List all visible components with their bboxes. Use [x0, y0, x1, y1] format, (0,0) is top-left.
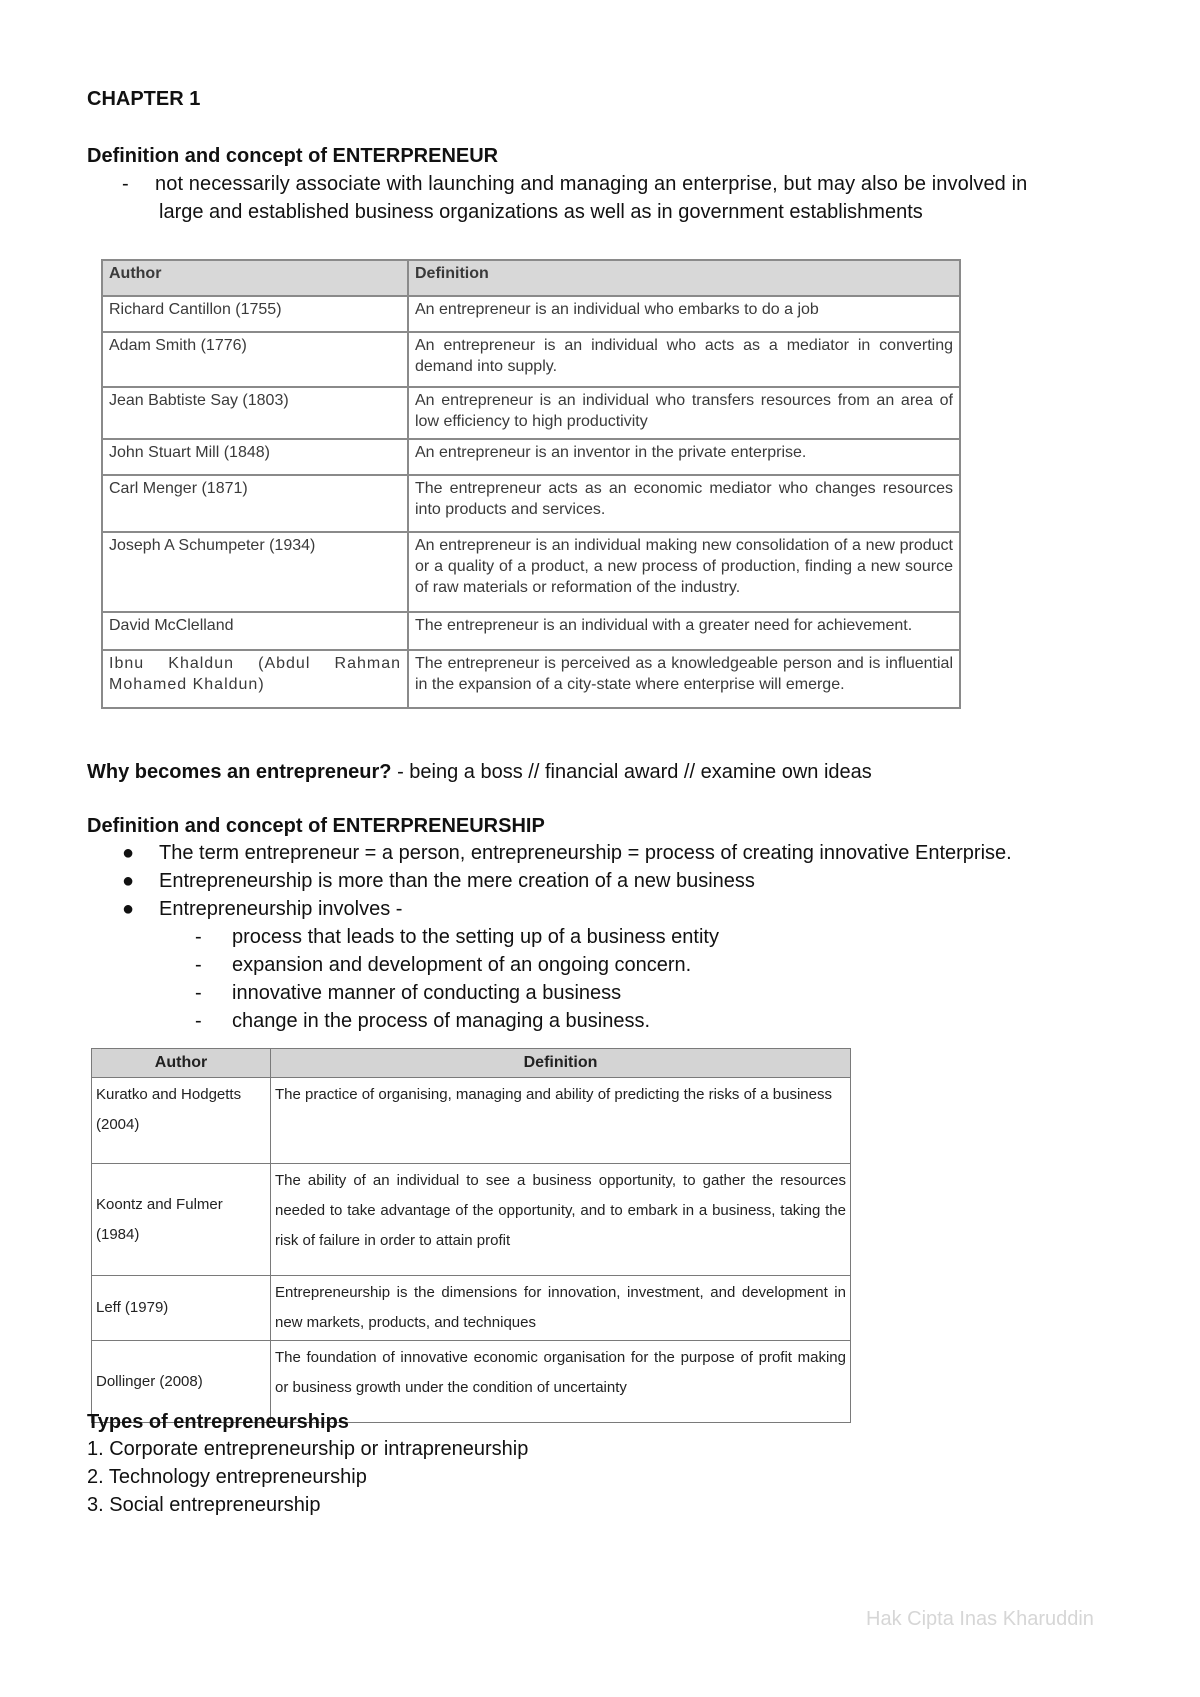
table-row	[102, 475, 960, 532]
table-row	[102, 332, 960, 387]
author-cell: Leff (1979)	[92, 1276, 271, 1341]
author-cell: John Stuart Mill (1848)	[102, 439, 408, 475]
section1-line1: not necessarily associate with launching and managing an enterprise, but may also be involved in	[155, 173, 1028, 195]
sub-dash: -	[195, 1010, 202, 1032]
why-line	[87, 760, 872, 784]
section1-dash: -	[122, 173, 129, 195]
definition-cell: The foundation of innovative economic organisation for the purpose of profit making or business growth under the condition of uncertainty	[271, 1341, 851, 1423]
section2-heading: Definition and concept of ENTERPRENEURSHIP	[87, 815, 545, 837]
definition-cell: Entrepreneurship is the dimensions for innovation, investment, and development in new markets, products, and techniques	[271, 1276, 851, 1341]
definition-column-header: Definition	[271, 1049, 851, 1078]
author-cell: David McClelland	[102, 612, 408, 650]
table-row	[102, 650, 960, 708]
table-row	[102, 387, 960, 439]
definition-cell: The entrepreneur acts as an economic mediator who changes resources into products and services.	[408, 475, 960, 532]
author-cell: Joseph A Schumpeter (1934)	[102, 532, 408, 612]
table-row	[102, 612, 960, 650]
entrepreneurship-definitions-table	[91, 1048, 851, 1423]
definition-column-header: Definition	[408, 260, 960, 296]
why-answer: - being a boss // financial award // examine own ideas	[391, 761, 872, 783]
table-row	[92, 1164, 851, 1276]
definition-cell: The entrepreneur is an individual with a greater need for achievement.	[408, 612, 960, 650]
author-cell: Jean Babtiste Say (1803)	[102, 387, 408, 439]
types-item: 2. Technology entrepreneurship	[87, 1466, 367, 1488]
bullet-dot-icon: ●	[122, 870, 135, 892]
bullet-item: The term entrepreneur = a person, entrepreneurship = process of creating innovative Enterprise.	[159, 842, 1012, 864]
copyright-watermark: Hak Cipta Inas Kharuddin	[866, 1608, 1094, 1630]
sub-dash: -	[195, 954, 202, 976]
table-row	[92, 1078, 851, 1164]
definition-cell: The entrepreneur is perceived as a knowledgeable person and is influential in the expansion of a city-state where enterprise will emerge.	[408, 650, 960, 708]
author-cell: Ibnu Khaldun (Abdul Rahman Mohamed Khaldun)	[102, 650, 408, 708]
author-column-header: Author	[102, 260, 408, 296]
author-cell: Carl Menger (1871)	[102, 475, 408, 532]
sub-item: innovative manner of conducting a business	[232, 982, 622, 1004]
author-cell: Richard Cantillon (1755)	[102, 296, 408, 332]
definition-cell: An entrepreneur is an individual making new consolidation of a new product or a quality of a product, a new process of production, finding a new source of raw materials or reformation of the industry.	[408, 532, 960, 612]
definition-cell: An entrepreneur is an individual who acts as a mediator in converting demand into supply.	[408, 332, 960, 387]
table-header-row	[102, 260, 960, 296]
definition-cell: An entrepreneur is an individual who embarks to do a job	[408, 296, 960, 332]
definition-cell: An entrepreneur is an inventor in the private enterprise.	[408, 439, 960, 475]
section1-line2: large and established business organizations as well as in government establishments	[159, 201, 923, 223]
table-row	[102, 439, 960, 475]
sub-dash: -	[195, 982, 202, 1004]
bullet-dot-icon: ●	[122, 898, 135, 920]
types-heading: Types of entrepreneurships	[87, 1411, 349, 1433]
bullet-item: Entrepreneurship is more than the mere creation of a new business	[159, 870, 755, 892]
definition-cell: An entrepreneur is an individual who transfers resources from an area of low efficiency to high productivity	[408, 387, 960, 439]
bullet-item: Entrepreneurship involves -	[159, 898, 403, 920]
table-row	[102, 296, 960, 332]
entrepreneur-definitions-table	[101, 259, 961, 709]
sub-item: process that leads to the setting up of a business entity	[232, 926, 719, 948]
sub-dash: -	[195, 926, 202, 948]
definition-cell: The ability of an individual to see a business opportunity, to gather the resources needed to take advantage of the opportunity, and to embark in a business, taking the risk of failure in order to attain profit	[271, 1164, 851, 1276]
types-item: 1. Corporate entrepreneurship or intrapreneurship	[87, 1438, 529, 1460]
definition-cell: The practice of organising, managing and ability of predicting the risks of a business	[271, 1078, 851, 1164]
author-cell: Kuratko and Hodgetts (2004)	[92, 1078, 271, 1164]
table-row	[92, 1276, 851, 1341]
bullet-dot-icon: ●	[122, 842, 135, 864]
author-cell: Adam Smith (1776)	[102, 332, 408, 387]
table-header-row	[92, 1049, 851, 1078]
section1-heading: Definition and concept of ENTERPRENEUR	[87, 145, 499, 167]
author-cell: Koontz and Fulmer (1984)	[92, 1164, 271, 1276]
chapter-title: CHAPTER 1	[87, 88, 201, 110]
types-item: 3. Social entrepreneurship	[87, 1494, 321, 1516]
why-question: Why becomes an entrepreneur?	[87, 761, 392, 783]
table-row	[102, 532, 960, 612]
author-cell: Dollinger (2008)	[92, 1341, 271, 1423]
author-column-header: Author	[92, 1049, 271, 1078]
sub-item: change in the process of managing a business.	[232, 1010, 651, 1032]
sub-item: expansion and development of an ongoing concern.	[232, 954, 692, 976]
